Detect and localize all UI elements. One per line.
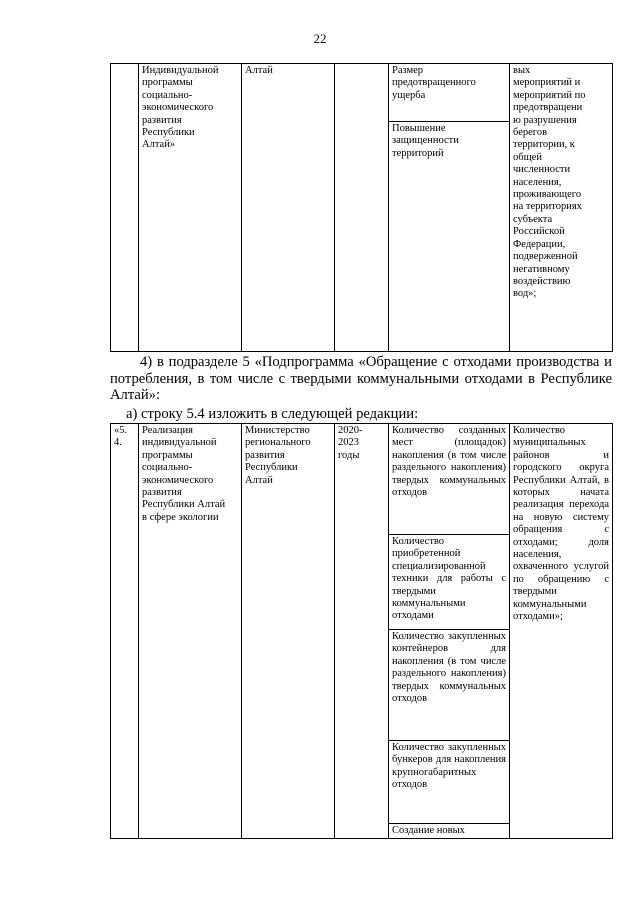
continuation-table <box>110 63 613 352</box>
cell-indicator-new: Создание новых <box>389 824 510 839</box>
cell-indicator-sites: Количество созданных мест (площадок) накопления (в том числе раздельного накопления) твердых коммунальных отходов <box>389 424 510 535</box>
top-cell-region: Алтай <box>242 64 335 352</box>
cell-indicator-vehicles: Количество приобретенной специализированной техники для работы с твердыми коммунальными отходами <box>389 535 510 630</box>
top-cell-number <box>111 64 139 352</box>
page-number: 22 <box>313 31 327 46</box>
cell-row-number: «5. 4. <box>111 424 139 839</box>
top-cell-period <box>335 64 389 352</box>
cell-indicator-containers: Количество закупленных контейнеров для накопления (в том числе раздельного накопления) твердых коммунальных отходов <box>389 630 510 741</box>
top-cell-protection-indicator: Повышение защищенности территорий <box>389 122 510 352</box>
cell-ministry: Министерство регионального развития Республики Алтай <box>242 424 335 839</box>
top-cell-target-indicator: вых мероприятий и мероприятий по предотвращени ю разрушения берегов территории, к общей численности населения, проживающего на территориях субъекта Российской Федерации, подверженной негативному воздействию вод»; <box>510 64 613 352</box>
row-5-4-table <box>110 423 613 839</box>
cell-program: Реализация индивидуальной программы социально- экономического развития Республики Алтай в сфере экологии <box>139 424 242 839</box>
cell-period: 2020- 2023 годы <box>335 424 389 839</box>
top-cell-damage-indicator: Размер предотвращенного ущерба <box>389 64 510 122</box>
paragraph-a: а) строку 5.4 изложить в следующей редакции: <box>126 406 419 422</box>
cell-target-indicator: Количество муниципальных районов и городского округа Республики Алтай, в которых начата реализация перехода на новую систему обращения с отходами; доля населения, охваченного услугой по обращению с твердыми коммунальными отходами»; <box>510 424 613 839</box>
top-cell-program: Индивидуальной программы социально- экономического развития Республики Алтай» <box>139 64 242 352</box>
cell-indicator-bunkers: Количество закупленных бункеров для накопления крупногабаритных отходов <box>389 741 510 824</box>
paragraph-4: 4) в подразделе 5 «Подпрограмма «Обращение с отходами производства и потребления, в том числе с твердыми коммунальными отходами в Республике Алтай»: <box>110 354 612 404</box>
